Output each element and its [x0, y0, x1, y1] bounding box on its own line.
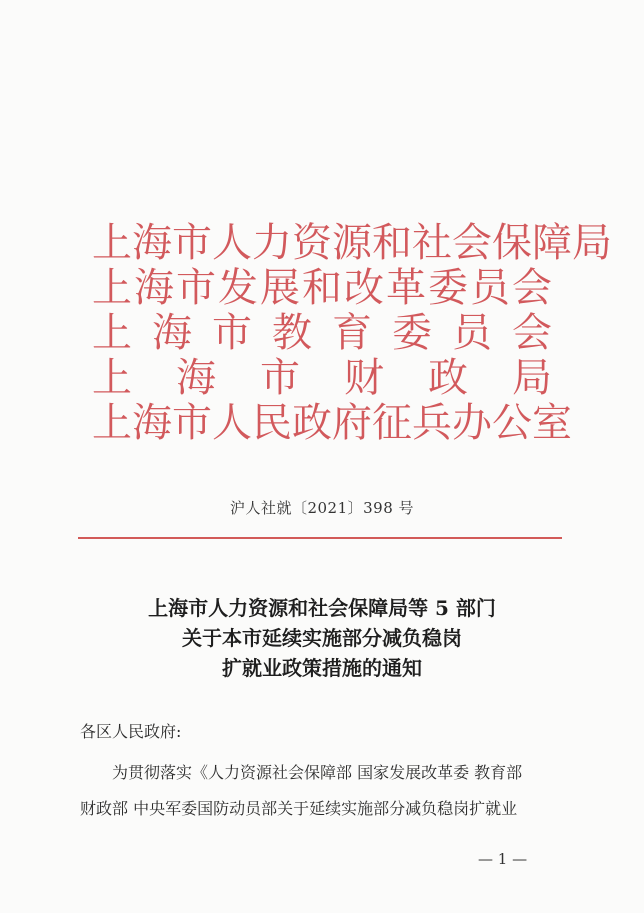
- title-line: 关于本市延续实施部分减负稳岗: [182, 626, 462, 650]
- issuer-line: 上海市教育委员会: [92, 310, 552, 356]
- salutation: 各区人民政府:: [80, 722, 182, 741]
- body-line: 为贯彻落实《人力资源社会保障部 国家发展改革委 教育部: [112, 763, 523, 782]
- red-divider: [78, 537, 562, 539]
- document-title: [0, 593, 644, 683]
- document-number: 沪人社就〔2021〕398 号: [229, 499, 415, 517]
- body-line: 财政部 中央军委国防动员部关于延续实施部分减负稳岗扩就业: [80, 799, 518, 818]
- issuer-line: 上海市发展和改革委员会: [92, 265, 552, 311]
- issuer-line: 上海市人民政府征兵办公室: [92, 400, 572, 446]
- issuer-line: 上海市财政局: [92, 355, 552, 401]
- page-number: — 1 —: [478, 850, 528, 868]
- issuer-line: 上海市人力资源和社会保障局: [92, 220, 612, 266]
- title-line: 上海市人力资源和社会保障局等 5 部门: [148, 596, 496, 620]
- issuer-header: [92, 220, 612, 446]
- title-line: 扩就业政策措施的通知: [222, 656, 422, 680]
